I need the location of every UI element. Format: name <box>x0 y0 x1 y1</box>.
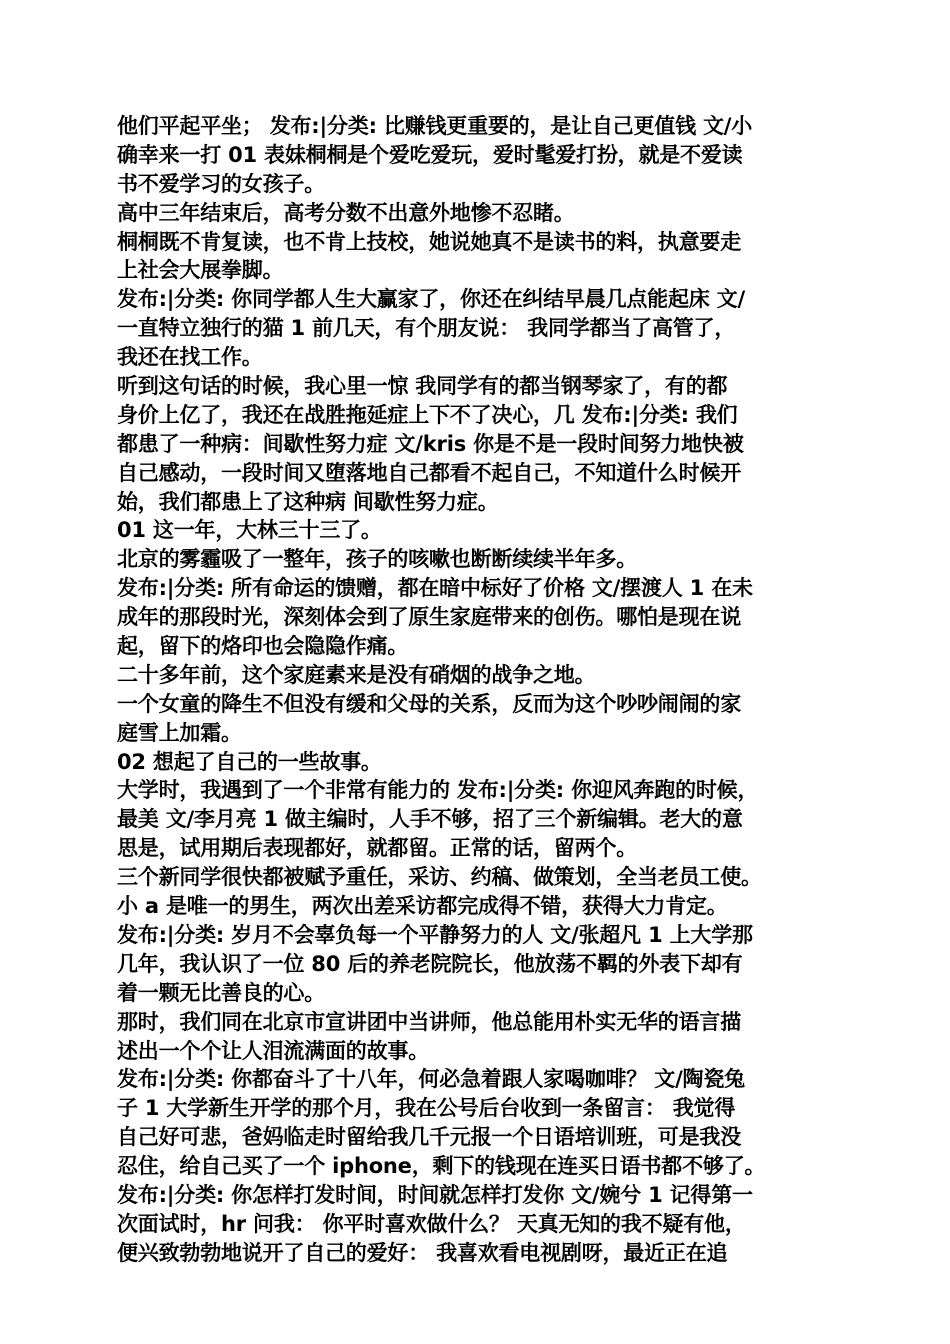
text-line: 那时，我们同在北京市宣讲团中当讲师，他总能用朴实无华的语言描 <box>117 1009 741 1034</box>
text-line: 自己好可悲，爸妈临走时留给我几千元报一个日语培训班，可是我没 <box>117 1125 741 1150</box>
text-line: 思是，试用期后表现都好，就都留。正常的话，留两个。 <box>117 836 637 861</box>
text-line: 02 想起了自己的一些故事。 <box>117 749 382 774</box>
text-line: 我还在找工作。 <box>117 345 263 370</box>
text-line: 高中三年结束后，高考分数不出意外地惨不忍睹。 <box>117 200 575 225</box>
text-line: 二十多年前，这个家庭素来是没有硝烟的战争之地。 <box>117 662 596 687</box>
text-line: 一直特立独行的猫 1 前几天，有个朋友说： 我同学都当了高管了， <box>117 316 736 341</box>
text-line: 都患了一种病：间歇性努力症 文/kris 你是不是一段时间努力地快被 <box>117 431 744 456</box>
text-line: 次面试时，hr 问我： 你平时喜欢做什么？ 天真无知的我不疑有他， <box>117 1211 746 1236</box>
text-line: 三个新同学很快都被赋予重任，采访、约稿、做策划，全当老员工使。 <box>117 865 762 890</box>
text-line: 桐桐既不肯复读，也不肯上技校，她说她真不是读书的料，执意要走 <box>117 229 741 254</box>
text-line: 发布:|分类: 你怎样打发时间，时间就怎样打发你 文/婉兮 1 记得第一 <box>117 1182 753 1207</box>
text-line: 上社会大展拳脚。 <box>117 258 284 283</box>
text-line: 发布:|分类: 所有命运的馈赠，都在暗中标好了价格 文/摆渡人 1 在未 <box>117 576 753 601</box>
text-line: 书不爱学习的女孩子。 <box>117 171 325 196</box>
text-line: 便兴致勃勃地说开了自己的爱好： 我喜欢看电视剧呀，最近正在追 <box>117 1240 728 1265</box>
text-line: 北京的雾霾吸了一整年，孩子的咳嗽也断断续续半年多。 <box>117 547 637 572</box>
text-line: 发布:|分类: 你都奋斗了十八年，何必急着跟人家喝咖啡？ 文/陶瓷兔 <box>117 1067 745 1092</box>
text-line: 最美 文/李月亮 1 做主编时，人手不够，招了三个新编辑。老大的意 <box>117 807 743 832</box>
text-line: 身价上亿了，我还在战胜拖延症上下不了决心，几 发布:|分类: 我们 <box>117 402 738 427</box>
text-line: 成年的那段时光，深刻体会到了原生家庭带来的创伤。哪怕是现在说 <box>117 605 741 630</box>
text-line: 起，留下的烙印也会隐隐作痛。 <box>117 634 409 659</box>
text-line: 述出一个个让人泪流满面的故事。 <box>117 1038 429 1063</box>
text-line: 子 1 大学新生开学的那个月，我在公号后台收到一条留言： 我觉得 <box>117 1096 736 1121</box>
text-line: 忍住，给自己买了一个 iphone，剩下的钱现在连买日语书都不够了。 <box>117 1154 766 1179</box>
text-line: 庭雪上加霜。 <box>117 720 242 745</box>
text-line: 确幸来一打 01 表妹桐桐是个爱吃爱玩，爱时髦爱打扮，就是不爱读 <box>117 142 743 167</box>
text-line: 着一颗无比善良的心。 <box>117 980 325 1005</box>
text-line: 小 a 是唯一的男生，两次出差采访都完成得不错，获得大力肯定。 <box>117 894 728 919</box>
text-line: 01 这一年，大林三十三了。 <box>117 518 382 543</box>
document-body <box>117 112 847 1268</box>
text-line: 自己感动，一段时间又堕落地自己都看不起自己，不知道什么时候开 <box>117 460 741 485</box>
text-line: 几年，我认识了一位 80 后的养老院院长，他放荡不羁的外表下却有 <box>117 951 743 976</box>
text-line: 大学时，我遇到了一个非常有能力的 发布:|分类: 你迎风奔跑的时候， <box>117 778 759 803</box>
text-line: 发布:|分类: 你同学都人生大赢家了，你还在纠结早晨几点能起床 文/ <box>117 287 745 312</box>
text-line: 始，我们都患上了这种病 间歇性努力症。 <box>117 489 499 514</box>
text-line: 一个女童的降生不但没有缓和父母的关系，反而为这个吵吵闹闹的家 <box>117 691 741 716</box>
text-line: 他们平起平坐； 发布:|分类: 比赚钱更重要的，是让自己更值钱 文/小 <box>117 114 753 138</box>
text-line: 听到这句话的时候，我心里一惊 我同学有的都当钢琴家了，有的都 <box>117 374 728 399</box>
text-line: 发布:|分类: 岁月不会辜负每一个平静努力的人 文/张超凡 1 上大学那 <box>117 922 753 947</box>
